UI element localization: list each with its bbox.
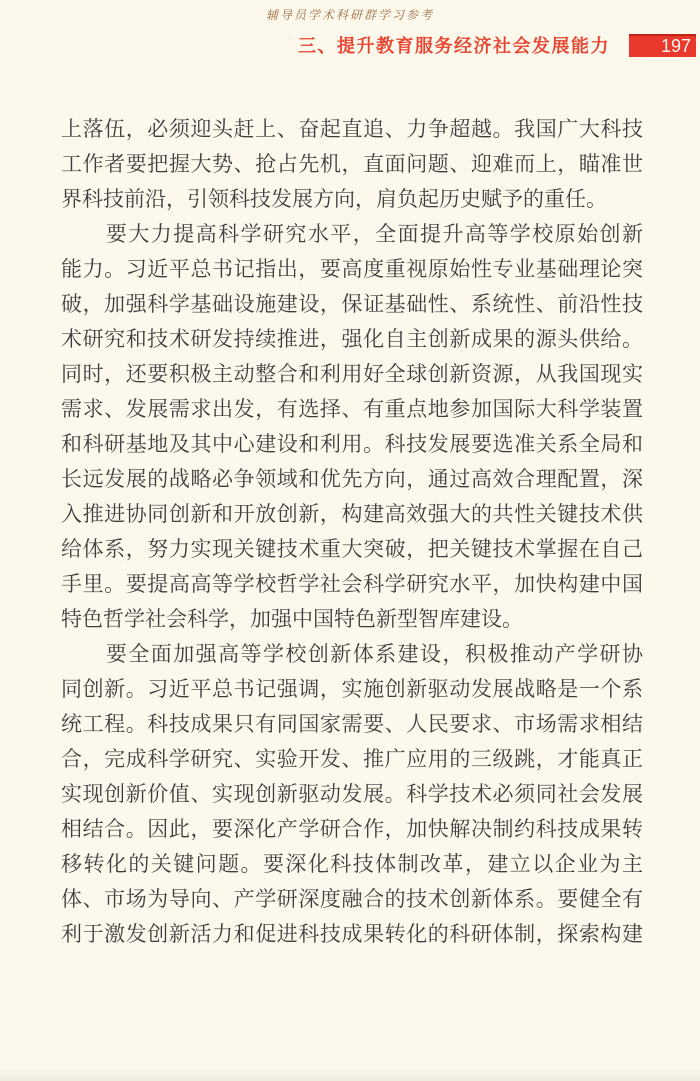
body-line: 上落伍，必须迎头赶上、奋起直追、力争超越。我国广大科技: [61, 117, 643, 141]
body-line: 移转化的关键问题。要深化科技体制改革，建立以企业为主: [61, 852, 643, 876]
body-line: 合，完成科学研究、实验开发、推广应用的三级跳，才能真正: [61, 747, 643, 771]
body-line: 需求、发展需求出发，有选择、有重点地参加国际大科学装置: [61, 397, 643, 421]
body-line: 入推进协同创新和开放创新，构建高效强大的共性关键技术供: [61, 502, 643, 526]
body-line: 统工程。科技成果只有同国家需要、人民要求、市场需求相结: [61, 712, 643, 736]
body-line: 体、市场为导向、产学研深度融合的技术创新体系。要健全有: [61, 887, 643, 911]
body-line: 相结合。因此，要深化产学研合作，加快解决制约科技成果转: [61, 817, 643, 841]
body-line: 同时，还要积极主动整合和利用好全球创新资源，从我国现实: [61, 362, 643, 386]
body-line: 特色哲学社会科学，加强中国特色新型智库建设。: [61, 607, 523, 631]
body-line: 工作者要把握大势、抢占先机，直面问题、迎难而上，瞄准世: [61, 152, 643, 176]
body-line: 利于激发创新活力和促进科技成果转化的科研体制，探索构建: [61, 922, 643, 946]
body-line: 给体系，努力实现关键技术重大突破，把关键技术掌握在自己: [61, 537, 643, 561]
body-line: 要大力提高科学研究水平，全面提升高等学校原始创新: [61, 222, 643, 246]
body-line: 长远发展的战略必争领域和优先方向，通过高效合理配置，深: [61, 467, 643, 491]
body-line: 要全面加强高等学校创新体系建设，积极推动产学研协: [61, 642, 643, 666]
body-text: [61, 112, 643, 952]
watermark-text: 辅导员学术科研群学习参考: [265, 8, 434, 22]
body-line: 手里。要提高高等学校哲学社会科学研究水平，加快构建中国: [61, 572, 643, 596]
body-line: 实现创新价值、实现创新驱动发展。科学技术必须同社会发展: [61, 782, 643, 806]
body-line: 界科技前沿，引领科技发展方向，肩负起历史赋予的重任。: [61, 187, 607, 211]
section-title: 三、提升教育服务经济社会发展能力: [298, 36, 610, 56]
body-line: 破，加强科学基础设施建设，保证基础性、系统性、前沿性技: [61, 292, 643, 316]
page-number: 197: [660, 36, 691, 56]
body-line: 能力。习近平总书记指出，要高度重视原始性专业基础理论突: [61, 257, 643, 281]
body-line: 和科研基地及其中心建设和利用。科技发展要选准关系全局和: [61, 432, 643, 456]
body-line: 同创新。习近平总书记强调，实施创新驱动发展战略是一个系: [61, 677, 643, 701]
page-header: [298, 32, 700, 58]
body-line: 术研究和技术研发持续推进，强化自主创新成果的源头供给。: [61, 327, 643, 351]
page-number-badge: [629, 34, 696, 57]
